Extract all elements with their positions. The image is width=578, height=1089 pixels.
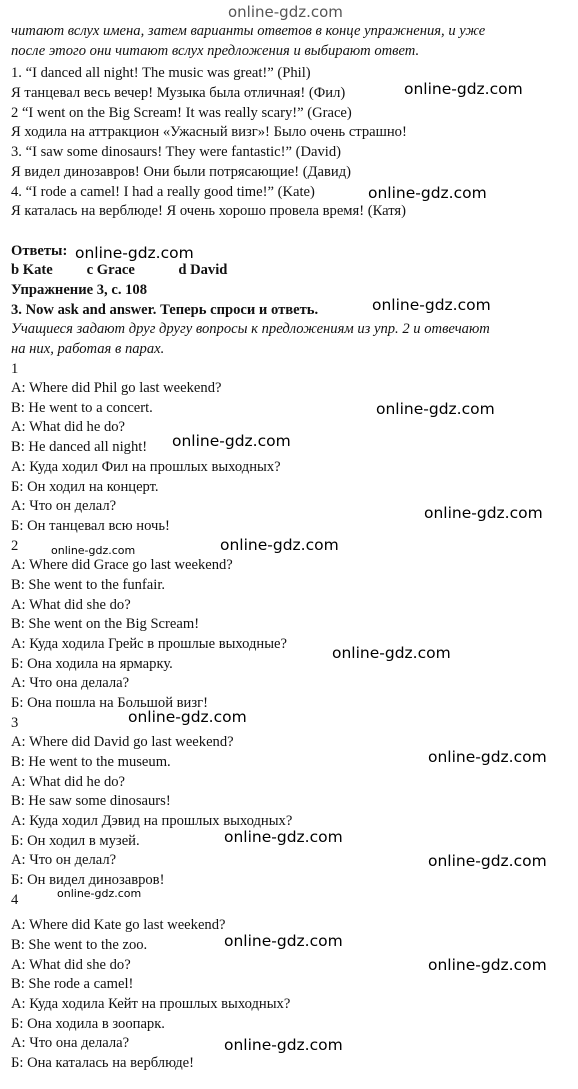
dialog-line: A: What did she do? <box>11 957 131 973</box>
ex2-line: 2 “I went on the Big Scream! It was really scary!” (Grace) <box>11 105 352 121</box>
watermark-small: online-gdz.com <box>51 544 136 557</box>
dialog-line: А: Куда ходил Дэвид на прошлых выходных? <box>11 813 293 829</box>
exercise3-instruction-2: на них, работая в парах. <box>11 341 165 357</box>
dialog-line: B: She rode a camel! <box>11 976 134 992</box>
watermark: online-gdz.com <box>376 400 495 418</box>
dialog-line: B: She went to the funfair. <box>11 577 166 593</box>
dialog-line: A: What did he do? <box>11 419 126 435</box>
dialog-line: Б: Она ходила в зоопарк. <box>11 1016 165 1032</box>
watermark: online-gdz.com <box>220 536 339 554</box>
ex2-line: Я видел динозавров! Они были потрясающие! (Давид) <box>11 164 351 180</box>
exercise3-title: Упражнение 3, с. 108 <box>11 282 148 298</box>
ex2-line: Я каталась на верблюде! Я очень хорошо провела время! (Катя) <box>11 203 407 219</box>
watermark: online-gdz.com <box>224 932 343 950</box>
ex2-line: 4. “I rode a camel! I had a really good time!” (Kate) <box>11 184 315 200</box>
dialog-line: А: Куда ходила Кейт на прошлых выходных? <box>11 996 291 1012</box>
dialog-line: B: She went on the Big Scream! <box>11 616 200 632</box>
dialog-line: B: He went to a concert. <box>11 400 153 416</box>
exercise3-instruction-1: Учащиеся задают друг другу вопросы к предложениям из упр. 2 и отвечают <box>11 321 490 337</box>
dialog-number: 1 <box>11 361 19 377</box>
dialog-line: Б: Он ходил на концерт. <box>11 479 159 495</box>
dialog-line: B: She went to the zoo. <box>11 937 148 953</box>
watermark-top: online-gdz.com <box>228 3 343 21</box>
intro-line-1: читают вслух имена, затем варианты ответов в конце упражнения, и уже <box>11 23 486 39</box>
dialog-line: A: Where did Grace go last weekend? <box>11 557 233 573</box>
dialog-line: B: He danced all night! <box>11 439 148 455</box>
intro-line-2: после этого они читают вслух предложения и выбирают ответ. <box>11 43 420 59</box>
watermark-small: online-gdz.com <box>57 887 142 900</box>
dialog-line: А: Что он делал? <box>11 498 117 514</box>
watermark: online-gdz.com <box>404 80 523 98</box>
dialog-number: 3 <box>11 715 19 731</box>
dialog-line: A: Where did Kate go last weekend? <box>11 917 226 933</box>
watermark: online-gdz.com <box>428 748 547 766</box>
dialog-line: Б: Он ходил в музей. <box>11 833 140 849</box>
watermark: online-gdz.com <box>224 828 343 846</box>
dialog-number: 4 <box>11 892 19 908</box>
dialog-line: А: Куда ходила Грейс в прошлые выходные? <box>11 636 287 652</box>
watermark: online-gdz.com <box>172 432 291 450</box>
dialog-line: B: He saw some dinosaurs! <box>11 793 171 809</box>
dialog-line: Б: Он видел динозавров! <box>11 872 165 888</box>
answer-item: c Grace <box>86 262 135 278</box>
dialog-line: А: Что она делала? <box>11 1035 130 1051</box>
dialog-line: А: Что она делала? <box>11 675 130 691</box>
dialog-line: Б: Она пошла на Большой визг! <box>11 695 208 711</box>
dialog-line: B: He went to the museum. <box>11 754 171 770</box>
watermark: online-gdz.com <box>428 852 547 870</box>
answers-label: Ответы: <box>11 243 68 259</box>
answers-row <box>11 261 227 280</box>
dialog-line: Б: Он танцевал всю ночь! <box>11 518 170 534</box>
watermark: online-gdz.com <box>332 644 451 662</box>
watermark: online-gdz.com <box>368 184 487 202</box>
ex2-line: Я танцевал весь вечер! Музыка была отличная! (Фил) <box>11 85 346 101</box>
watermark: online-gdz.com <box>372 296 491 314</box>
dialog-line: A: What did he do? <box>11 774 126 790</box>
dialog-line: A: Where did David go last weekend? <box>11 734 234 750</box>
dialog-line: A: What did she do? <box>11 597 131 613</box>
dialog-line: А: Что он делал? <box>11 852 117 868</box>
ex2-line: Я ходила на аттракцион «Ужасный визг»! Было очень страшно! <box>11 124 407 140</box>
answer-item: d David <box>178 262 228 278</box>
ex2-line: 3. “I saw some dinosaurs! They were fantastic!” (David) <box>11 144 341 160</box>
ex2-line: 1. “I danced all night! The music was great!” (Phil) <box>11 65 311 81</box>
exercise3-subtitle: 3. Now ask and answer. Теперь спроси и ответь. <box>11 302 319 318</box>
dialog-number: 2 <box>11 538 19 554</box>
dialog-line: А: Куда ходил Фил на прошлых выходных? <box>11 459 281 475</box>
dialog-line: A: Where did Phil go last weekend? <box>11 380 222 396</box>
watermark: online-gdz.com <box>424 504 543 522</box>
watermark: online-gdz.com <box>75 244 194 262</box>
dialog-line: Б: Она ходила на ярмарку. <box>11 656 173 672</box>
answer-item: b Kate <box>11 262 53 278</box>
dialog-line: Б: Она каталась на верблюде! <box>11 1055 195 1071</box>
watermark: online-gdz.com <box>428 956 547 974</box>
watermark: online-gdz.com <box>128 708 247 726</box>
watermark: online-gdz.com <box>224 1036 343 1054</box>
